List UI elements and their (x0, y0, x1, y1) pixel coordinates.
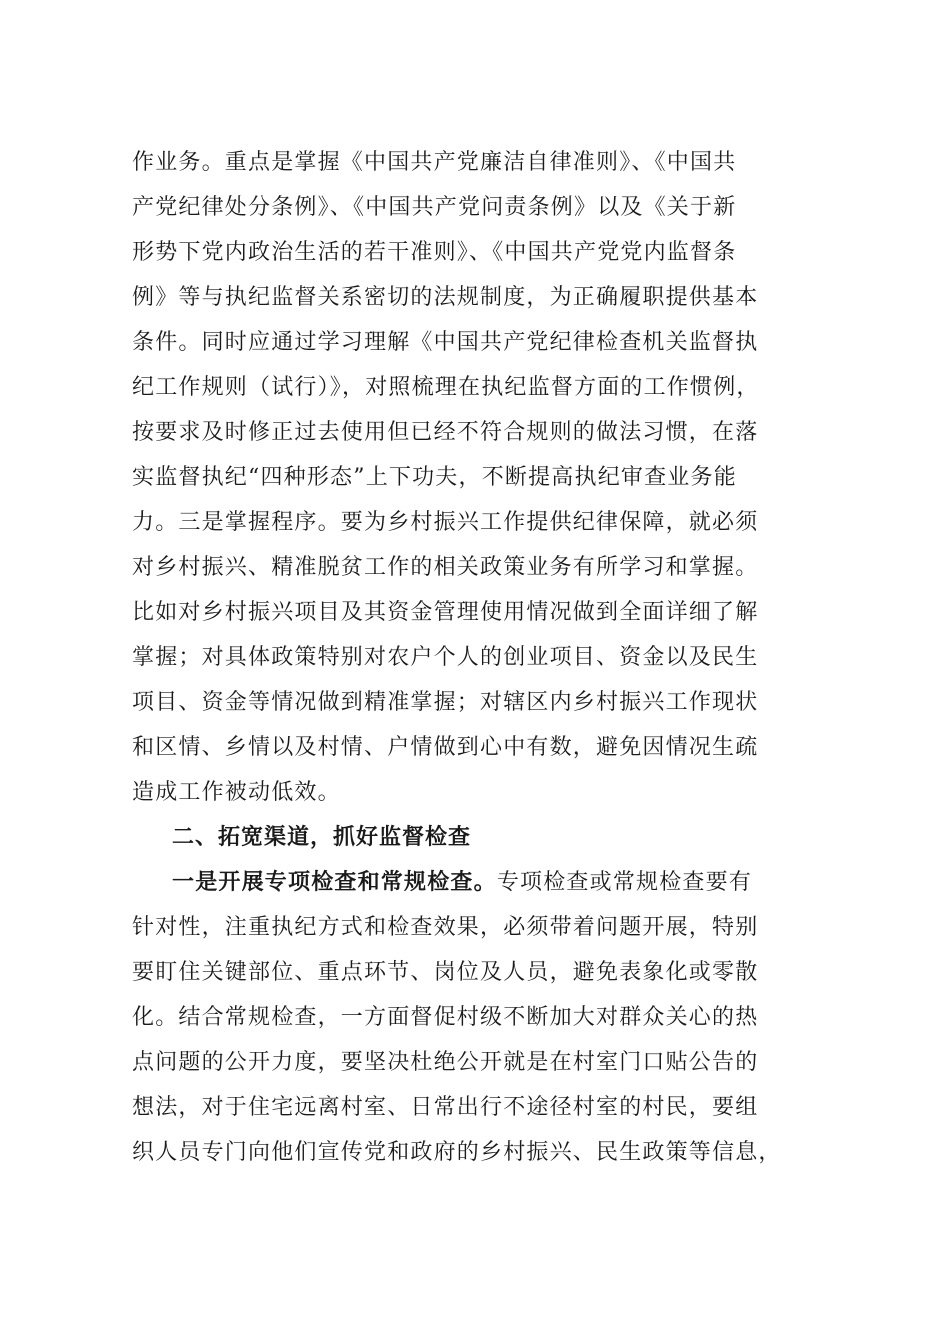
text-line: 条件。同时应通过学习理解《中国共产党纪律检查机关监督执 (132, 330, 759, 355)
text-line: 例》等与执纪监督关系密切的法规制度，为正确履职提供基本 (132, 285, 759, 310)
text-line: 实监督执纪“四种形态”上下功夫，不断提高执纪审查业务能 (132, 465, 737, 490)
paragraph-lead-rest: 专项检查或常规检查要有 (496, 870, 753, 895)
paragraph-1 (132, 140, 832, 815)
text-line: 和区情、乡情以及村情、户情做到心中有数，避免因情况生疏 (132, 735, 759, 760)
text-line: 造成工作被动低效。 (132, 780, 341, 805)
paragraph-lead: 一是开展专项检查和常规检查。 (172, 869, 497, 895)
text-line: 对乡村振兴、精准脱贫工作的相关政策业务有所学习和掌握。 (132, 555, 759, 580)
text-line: 点问题的公开力度，要坚决杜绝公开就是在村室门口贴公告的 (132, 1050, 759, 1075)
text-line: 按要求及时修正过去使用但已经不符合规则的做法习惯，在落 (132, 420, 759, 445)
text-line: 作业务。重点是掌握《中国共产党廉洁自律准则》、《中国共 (132, 150, 737, 175)
text-line: 比如对乡村振兴项目及其资金管理使用情况做到全面详细了解 (132, 600, 759, 625)
text-line: 掌握；对具体政策特别对农户个人的创业项目、资金以及民生 (132, 645, 759, 670)
text-line: 力。三是掌握程序。要为乡村振兴工作提供纪律保障，就必须 (132, 510, 759, 535)
text-line: 想法，对于住宅远离村室、日常出行不途径村室的村民，要组 (132, 1095, 759, 1120)
text-line: 产党纪律处分条例》、《中国共产党问责条例》以及《关于新 (132, 195, 737, 220)
text-line: 要盯住关键部位、重点环节、岗位及人员，避免表象化或零散 (132, 960, 759, 985)
section-heading: 二、拓宽渠道，抓好监督检查 (172, 825, 472, 850)
text-line: 化。结合常规检查，一方面督促村级不断加大对群众关心的热 (132, 1005, 759, 1030)
document-body (132, 140, 832, 1175)
text-line: 形势下党内政治生活的若干准则》、《中国共产党党内监督条 (132, 240, 737, 265)
text-line (132, 860, 832, 905)
text-line: 针对性，注重执纪方式和检查效果，必须带着问题开展，特别 (132, 915, 759, 940)
text-line: 织人员专门向他们宣传党和政府的乡村振兴、民生政策等信息， (132, 1140, 782, 1165)
paragraph-2 (132, 860, 832, 1175)
text-line: 项目、资金等情况做到精准掌握；对辖区内乡村振兴工作现状 (132, 690, 759, 715)
text-line: 纪工作规则（试行）》，对照梳理在执纪监督方面的工作惯例， (132, 375, 760, 400)
